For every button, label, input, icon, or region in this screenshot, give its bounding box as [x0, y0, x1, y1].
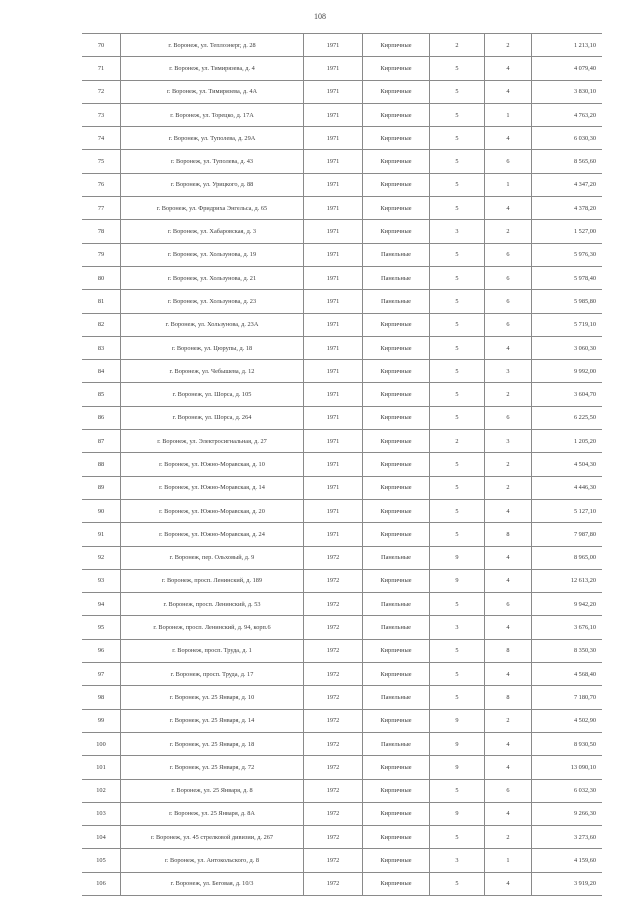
floors-cell: 5: [430, 57, 485, 80]
year-cell: 1972: [304, 639, 363, 662]
row-number: 106: [82, 872, 121, 895]
address-cell: г. Воронеж, ул. Хользунова, д. 19: [121, 243, 304, 266]
wall-material-cell: Кирпичные: [363, 663, 430, 686]
area-cell: 5 985,80: [532, 290, 603, 313]
year-cell: 1971: [304, 220, 363, 243]
wall-material-cell: Кирпичные: [363, 709, 430, 732]
year-cell: 1971: [304, 453, 363, 476]
address-cell: г. Воронеж, ул. Шорса, д. 105: [121, 383, 304, 406]
entrances-cell: 6: [485, 150, 532, 173]
row-number: 87: [82, 430, 121, 453]
wall-material-cell: Кирпичные: [363, 779, 430, 802]
floors-cell: 5: [430, 243, 485, 266]
wall-material-cell: Кирпичные: [363, 476, 430, 499]
year-cell: 1971: [304, 197, 363, 220]
area-cell: 3 604,70: [532, 383, 603, 406]
year-cell: 1972: [304, 569, 363, 592]
table-row: [82, 616, 602, 639]
area-cell: 9 992,00: [532, 360, 603, 383]
floors-cell: 5: [430, 313, 485, 336]
wall-material-cell: Кирпичные: [363, 220, 430, 243]
row-number: 104: [82, 826, 121, 849]
address-cell: г. Воронеж, ул. Тимирязева, д. 4: [121, 57, 304, 80]
year-cell: 1972: [304, 709, 363, 732]
wall-material-cell: Кирпичные: [363, 569, 430, 592]
entrances-cell: 2: [485, 826, 532, 849]
table-row: [82, 103, 602, 126]
year-cell: 1971: [304, 360, 363, 383]
row-number: 92: [82, 546, 121, 569]
area-cell: 4 504,30: [532, 453, 603, 476]
wall-material-cell: Панельные: [363, 732, 430, 755]
wall-material-cell: Кирпичные: [363, 499, 430, 522]
table-row: [82, 663, 602, 686]
entrances-cell: 1: [485, 103, 532, 126]
address-cell: г. Воронеж, ул. Шорса, д. 264: [121, 406, 304, 429]
year-cell: 1971: [304, 430, 363, 453]
floors-cell: 9: [430, 546, 485, 569]
table-row: [82, 849, 602, 872]
address-cell: г. Воронеж, ул. Хабаровская, д. 3: [121, 220, 304, 243]
area-cell: 3 060,30: [532, 336, 603, 359]
row-number: 93: [82, 569, 121, 592]
wall-material-cell: Кирпичные: [363, 430, 430, 453]
entrances-cell: 2: [485, 453, 532, 476]
area-cell: 8 965,00: [532, 546, 603, 569]
address-cell: г. Воронеж, ул. Туполева, д. 43: [121, 150, 304, 173]
row-number: 72: [82, 80, 121, 103]
year-cell: 1971: [304, 266, 363, 289]
floors-cell: 5: [430, 453, 485, 476]
row-number: 103: [82, 802, 121, 825]
table-row: [82, 360, 602, 383]
row-number: 75: [82, 150, 121, 173]
wall-material-cell: Панельные: [363, 546, 430, 569]
floors-cell: 5: [430, 639, 485, 662]
area-cell: 4 347,20: [532, 173, 603, 196]
table-row: [82, 732, 602, 755]
address-cell: г. Воронеж, ул. Урицкого, д. 88: [121, 173, 304, 196]
year-cell: 1972: [304, 546, 363, 569]
year-cell: 1971: [304, 103, 363, 126]
wall-material-cell: Кирпичные: [363, 173, 430, 196]
row-number: 96: [82, 639, 121, 662]
floors-cell: 2: [430, 430, 485, 453]
entrances-cell: 4: [485, 569, 532, 592]
wall-material-cell: Панельные: [363, 686, 430, 709]
area-cell: 1 205,20: [532, 430, 603, 453]
entrances-cell: 2: [485, 476, 532, 499]
floors-cell: 5: [430, 150, 485, 173]
row-number: 99: [82, 709, 121, 732]
floors-cell: 3: [430, 220, 485, 243]
wall-material-cell: Кирпичные: [363, 406, 430, 429]
table-row: [82, 546, 602, 569]
area-cell: 9 266,30: [532, 802, 603, 825]
area-cell: 8 930,50: [532, 732, 603, 755]
entrances-cell: 1: [485, 173, 532, 196]
year-cell: 1972: [304, 849, 363, 872]
table-row: [82, 802, 602, 825]
table-row: [82, 593, 602, 616]
table-row: [82, 476, 602, 499]
entrances-cell: 4: [485, 663, 532, 686]
address-cell: г. Воронеж, ул. 25 Января, д. 8А: [121, 802, 304, 825]
row-number: 71: [82, 57, 121, 80]
entrances-cell: 6: [485, 593, 532, 616]
table-row: [82, 266, 602, 289]
table-row: [82, 779, 602, 802]
wall-material-cell: Кирпичные: [363, 639, 430, 662]
year-cell: 1971: [304, 80, 363, 103]
area-cell: 7 987,80: [532, 523, 603, 546]
address-cell: г. Воронеж, просп. Труда, д. 1: [121, 639, 304, 662]
wall-material-cell: Кирпичные: [363, 360, 430, 383]
year-cell: 1971: [304, 150, 363, 173]
table-row: [82, 383, 602, 406]
row-number: 83: [82, 336, 121, 359]
area-cell: 4 763,20: [532, 103, 603, 126]
address-cell: г. Воронеж, ул. Цюрупы, д. 18: [121, 336, 304, 359]
area-cell: 5 976,30: [532, 243, 603, 266]
area-cell: 5 719,10: [532, 313, 603, 336]
address-cell: г. Воронеж, ул. 45 стрелковой дивизии, д. 267: [121, 826, 304, 849]
address-cell: г. Воронеж, ул. Антокольского, д. 8: [121, 849, 304, 872]
entrances-cell: 4: [485, 127, 532, 150]
floors-cell: 5: [430, 663, 485, 686]
area-cell: 3 273,60: [532, 826, 603, 849]
entrances-cell: 8: [485, 639, 532, 662]
year-cell: 1972: [304, 686, 363, 709]
address-cell: г. Воронеж, пер. Ольховый, д. 9: [121, 546, 304, 569]
entrances-cell: 8: [485, 523, 532, 546]
entrances-cell: 4: [485, 616, 532, 639]
wall-material-cell: Кирпичные: [363, 57, 430, 80]
wall-material-cell: Кирпичные: [363, 313, 430, 336]
year-cell: 1972: [304, 872, 363, 895]
table-row: [82, 686, 602, 709]
table-row: [82, 453, 602, 476]
year-cell: 1972: [304, 616, 363, 639]
row-number: 95: [82, 616, 121, 639]
wall-material-cell: Кирпичные: [363, 826, 430, 849]
year-cell: 1972: [304, 802, 363, 825]
row-number: 89: [82, 476, 121, 499]
wall-material-cell: Кирпичные: [363, 197, 430, 220]
year-cell: 1971: [304, 406, 363, 429]
entrances-cell: 4: [485, 499, 532, 522]
entrances-cell: 3: [485, 430, 532, 453]
table-row: [82, 872, 602, 895]
table-row: [82, 57, 602, 80]
area-cell: 8 350,30: [532, 639, 603, 662]
year-cell: 1971: [304, 243, 363, 266]
floors-cell: 5: [430, 80, 485, 103]
area-cell: 13 090,10: [532, 756, 603, 779]
wall-material-cell: Кирпичные: [363, 383, 430, 406]
area-cell: 6 032,30: [532, 779, 603, 802]
address-cell: г. Воронеж, ул. Хользунова, д. 23А: [121, 313, 304, 336]
row-number: 91: [82, 523, 121, 546]
address-cell: г. Воронеж, ул. 25 Января, д. 18: [121, 732, 304, 755]
entrances-cell: 4: [485, 197, 532, 220]
year-cell: 1971: [304, 499, 363, 522]
row-number: 80: [82, 266, 121, 289]
row-number: 94: [82, 593, 121, 616]
entrances-cell: 6: [485, 313, 532, 336]
year-cell: 1971: [304, 383, 363, 406]
year-cell: 1972: [304, 663, 363, 686]
address-cell: г. Воронеж, ул. Чебышева, д. 12: [121, 360, 304, 383]
row-number: 79: [82, 243, 121, 266]
entrances-cell: 2: [485, 220, 532, 243]
address-cell: г. Воронеж, ул. Фридриха Энгельса, д. 65: [121, 197, 304, 220]
row-number: 73: [82, 103, 121, 126]
area-cell: 3 830,10: [532, 80, 603, 103]
table-row: [82, 523, 602, 546]
table-row: [82, 826, 602, 849]
table-row: [82, 220, 602, 243]
floors-cell: 9: [430, 756, 485, 779]
entrances-cell: 8: [485, 686, 532, 709]
floors-cell: 9: [430, 802, 485, 825]
area-cell: 1 527,00: [532, 220, 603, 243]
floors-cell: 5: [430, 686, 485, 709]
entrances-cell: 4: [485, 732, 532, 755]
floors-cell: 5: [430, 173, 485, 196]
floors-cell: 9: [430, 569, 485, 592]
area-cell: 1 213,10: [532, 34, 603, 57]
entrances-cell: 4: [485, 802, 532, 825]
wall-material-cell: Кирпичные: [363, 453, 430, 476]
address-cell: г. Воронеж, ул. Южно-Моравская, д. 24: [121, 523, 304, 546]
year-cell: 1971: [304, 336, 363, 359]
entrances-cell: 2: [485, 34, 532, 57]
entrances-cell: 1: [485, 849, 532, 872]
table-row: [82, 173, 602, 196]
row-number: 97: [82, 663, 121, 686]
area-cell: 9 942,20: [532, 593, 603, 616]
table-row: [82, 243, 602, 266]
table-row: [82, 639, 602, 662]
floors-cell: 5: [430, 872, 485, 895]
floors-cell: 3: [430, 849, 485, 872]
table-row: [82, 197, 602, 220]
area-cell: 3 676,10: [532, 616, 603, 639]
row-number: 88: [82, 453, 121, 476]
entrances-cell: 4: [485, 756, 532, 779]
wall-material-cell: Кирпичные: [363, 103, 430, 126]
wall-material-cell: Кирпичные: [363, 802, 430, 825]
floors-cell: 2: [430, 34, 485, 57]
page-number: 108: [314, 12, 326, 21]
row-number: 84: [82, 360, 121, 383]
address-cell: г. Воронеж, ул. Электросигнальная, д. 27: [121, 430, 304, 453]
address-cell: г. Воронеж, ул. Хользунова, д. 23: [121, 290, 304, 313]
year-cell: 1971: [304, 34, 363, 57]
year-cell: 1971: [304, 173, 363, 196]
wall-material-cell: Панельные: [363, 243, 430, 266]
table-row: [82, 313, 602, 336]
table-row: [82, 499, 602, 522]
address-cell: г. Воронеж, ул. 25 Января, д. 14: [121, 709, 304, 732]
area-cell: 4 446,30: [532, 476, 603, 499]
floors-cell: 5: [430, 197, 485, 220]
floors-cell: 5: [430, 266, 485, 289]
area-cell: 8 565,60: [532, 150, 603, 173]
row-number: 90: [82, 499, 121, 522]
area-cell: 7 180,70: [532, 686, 603, 709]
row-number: 101: [82, 756, 121, 779]
address-cell: г. Воронеж, просп. Труда, д. 17: [121, 663, 304, 686]
table-row: [82, 34, 602, 57]
table-row: [82, 150, 602, 173]
floors-cell: 5: [430, 593, 485, 616]
table-row: [82, 336, 602, 359]
wall-material-cell: Кирпичные: [363, 872, 430, 895]
floors-cell: 5: [430, 476, 485, 499]
area-cell: 4 378,20: [532, 197, 603, 220]
wall-material-cell: Панельные: [363, 266, 430, 289]
row-number: 98: [82, 686, 121, 709]
wall-material-cell: Кирпичные: [363, 523, 430, 546]
row-number: 74: [82, 127, 121, 150]
year-cell: 1972: [304, 756, 363, 779]
table-row: [82, 127, 602, 150]
entrances-cell: 6: [485, 406, 532, 429]
floors-cell: 5: [430, 290, 485, 313]
row-number: 78: [82, 220, 121, 243]
floors-cell: 5: [430, 499, 485, 522]
address-cell: г. Воронеж, ул. Хользунова, д. 21: [121, 266, 304, 289]
wall-material-cell: Кирпичные: [363, 127, 430, 150]
table-row: [82, 406, 602, 429]
area-cell: 4 502,90: [532, 709, 603, 732]
area-cell: 6 225,50: [532, 406, 603, 429]
entrances-cell: 4: [485, 872, 532, 895]
row-number: 86: [82, 406, 121, 429]
entrances-cell: 2: [485, 709, 532, 732]
entrances-cell: 2: [485, 383, 532, 406]
address-cell: г. Воронеж, ул. Торецко, д. 17А: [121, 103, 304, 126]
year-cell: 1972: [304, 826, 363, 849]
wall-material-cell: Панельные: [363, 290, 430, 313]
area-cell: 6 030,30: [532, 127, 603, 150]
row-number: 100: [82, 732, 121, 755]
floors-cell: 5: [430, 383, 485, 406]
wall-material-cell: Кирпичные: [363, 80, 430, 103]
address-cell: г. Воронеж, ул. 25 Января, д. 72: [121, 756, 304, 779]
table-row: [82, 80, 602, 103]
area-cell: 5 978,40: [532, 266, 603, 289]
address-cell: г. Воронеж, ул. 25 Января, д. 10: [121, 686, 304, 709]
address-cell: г. Воронеж, ул. Тимирязева, д. 4А: [121, 80, 304, 103]
housing-registry-table: [82, 33, 602, 896]
area-cell: 5 127,10: [532, 499, 603, 522]
entrances-cell: 4: [485, 546, 532, 569]
entrances-cell: 4: [485, 336, 532, 359]
table-row: [82, 709, 602, 732]
wall-material-cell: Кирпичные: [363, 756, 430, 779]
address-cell: г. Воронеж, ул. Южно-Моравская, д. 10: [121, 453, 304, 476]
address-cell: г. Воронеж, ул. Теплоэнерг, д. 28: [121, 34, 304, 57]
area-cell: 4 079,40: [532, 57, 603, 80]
table-row: [82, 430, 602, 453]
entrances-cell: 6: [485, 290, 532, 313]
area-cell: 12 613,20: [532, 569, 603, 592]
wall-material-cell: Кирпичные: [363, 849, 430, 872]
address-cell: г. Воронеж, ул. Южно-Моравская, д. 20: [121, 499, 304, 522]
floors-cell: 5: [430, 360, 485, 383]
year-cell: 1971: [304, 127, 363, 150]
entrances-cell: 6: [485, 266, 532, 289]
row-number: 82: [82, 313, 121, 336]
floors-cell: 5: [430, 826, 485, 849]
floors-cell: 5: [430, 127, 485, 150]
year-cell: 1971: [304, 57, 363, 80]
address-cell: г. Воронеж, ул. Туполева, д. 29А: [121, 127, 304, 150]
wall-material-cell: Панельные: [363, 616, 430, 639]
year-cell: 1971: [304, 476, 363, 499]
floors-cell: 5: [430, 336, 485, 359]
row-number: 85: [82, 383, 121, 406]
address-cell: г. Воронеж, ул. 25 Января, д. 8: [121, 779, 304, 802]
area-cell: 4 568,40: [532, 663, 603, 686]
area-cell: 3 919,20: [532, 872, 603, 895]
address-cell: г. Воронеж, просп. Ленинский, д. 94, корп.6: [121, 616, 304, 639]
wall-material-cell: Кирпичные: [363, 34, 430, 57]
address-cell: г. Воронеж, просп. Ленинский, д. 189: [121, 569, 304, 592]
address-cell: г. Воронеж, ул. Беговая, д. 10/3: [121, 872, 304, 895]
year-cell: 1971: [304, 290, 363, 313]
year-cell: 1972: [304, 779, 363, 802]
wall-material-cell: Кирпичные: [363, 150, 430, 173]
row-number: 77: [82, 197, 121, 220]
entrances-cell: 6: [485, 779, 532, 802]
row-number: 105: [82, 849, 121, 872]
wall-material-cell: Кирпичные: [363, 336, 430, 359]
row-number: 70: [82, 34, 121, 57]
entrances-cell: 3: [485, 360, 532, 383]
floors-cell: 5: [430, 523, 485, 546]
row-number: 102: [82, 779, 121, 802]
registry-body: [82, 34, 602, 896]
address-cell: г. Воронеж, просп. Ленинский, д. 53: [121, 593, 304, 616]
entrances-cell: 4: [485, 80, 532, 103]
floors-cell: 3: [430, 616, 485, 639]
entrances-cell: 4: [485, 57, 532, 80]
floors-cell: 5: [430, 779, 485, 802]
year-cell: 1972: [304, 732, 363, 755]
table-row: [82, 569, 602, 592]
year-cell: 1972: [304, 593, 363, 616]
floors-cell: 9: [430, 732, 485, 755]
row-number: 81: [82, 290, 121, 313]
table-row: [82, 290, 602, 313]
area-cell: 4 159,60: [532, 849, 603, 872]
floors-cell: 9: [430, 709, 485, 732]
table-row: [82, 756, 602, 779]
year-cell: 1971: [304, 313, 363, 336]
floors-cell: 5: [430, 406, 485, 429]
entrances-cell: 6: [485, 243, 532, 266]
year-cell: 1971: [304, 523, 363, 546]
row-number: 76: [82, 173, 121, 196]
floors-cell: 5: [430, 103, 485, 126]
wall-material-cell: Панельные: [363, 593, 430, 616]
address-cell: г. Воронеж, ул. Южно-Моравская, д. 14: [121, 476, 304, 499]
